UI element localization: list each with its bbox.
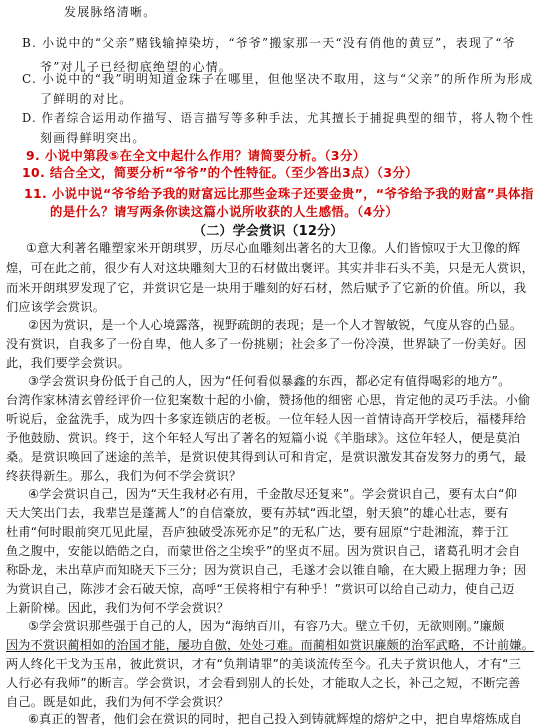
paragraph-line: 上新阶梯。因此，我们为何不学会赏识？ — [6, 601, 229, 615]
paragraph-line: 没有赏识，自我多了一份自卑，他人多了一份挑剔；社会多了一份冷漠，世界缺了一份美好。因 — [6, 337, 527, 351]
paragraph-line: ①意大利著名雕塑家米开朗琪罗，历尽心血雕刻出著名的大卫像。人们皆惊叹于大卫像的辉 — [26, 241, 521, 255]
option-d-line: D. 作者综合运用动作描写、语言描写等多种手法，尤其擅长于捕捉典型的细节，将人物个性 — [22, 111, 535, 125]
underlined-line: 因为不赏识蔺相如的治国才能，屡功自傲，处处刁难。而蔺相如赏识廉颇的治军武略，不计前嫌。 — [6, 638, 534, 652]
paragraph-line: 为赏识自己，陈涉才会石破天惊，高呼“王侯将相宁有种乎！”赏识可以给自己动力，使自己迈 — [6, 582, 515, 596]
paragraph-line: 天大笑出门去，我辈岂是蓬蒿人”的自信豪放，要有苏轼“西北望，射天狼”的雄心壮志，要有 — [6, 506, 509, 520]
question-11-line: 的是什么？请写两条你读这篇小说所收获的人生感悟。（4分） — [50, 204, 399, 219]
paragraph-line: 予他鼓励、赏识。终于，这个年轻人写出了著名的短篇小说《羊脂球》。这位年轻人，便是莫泊 — [6, 431, 521, 445]
option-c-line: C. 小说中的“我”明明知道金珠子在哪里，但他坚决不取用，这与“父亲”的所作所为形成 — [22, 72, 534, 86]
option-a-tail: 发展脉络清晰。 — [64, 5, 157, 19]
question-10: 10. 结合全文，简要分析“爷爷”的个性特征。（至少答出3点）（3分） — [22, 165, 418, 180]
paragraph-line: ②因为赏识，是一个人心境露落，视野疏朗的表现；是一个人才智敏锐，气度从容的凸显。 — [28, 318, 523, 332]
option-b-line: B. 小说中的“父亲”赌钱输掉染坊，“爷爷”搬家那一天“没有俏他的黄豆”，表现了“爷 — [22, 36, 516, 50]
section-title: （二）学会赏识（12分） — [193, 224, 344, 239]
paragraph-line: 鱼之腹中，安能以皓皓之白，而蒙世俗之尘埃乎”的坚贞不屈。因为赏识自己，诸葛孔明才会自 — [6, 544, 521, 558]
paragraph-line: ⑤学会赏识那些强于自己的人，因为“海纳百川，有容乃大。壁立千仞，无欲则刚。”廉颇 — [28, 619, 505, 633]
paragraph-line: 台湾作家林清玄曾经评价一位犯案数十起的小偷，赞扬他的细密 心思，肯定他的灵巧手法。小偷 — [6, 393, 531, 407]
paragraph-line: 杜甫“何时眼前突兀见此屋，吾庐独破受冻死亦足”的无私广达，要有屈原“宁赴湘流，葬于江 — [6, 525, 509, 539]
paragraph-line: ⑥真正的智者，他们会在赏识的同时，把自己投入到铸就辉煌的熔炉之中，把自卑熔炼成自 — [28, 712, 523, 726]
paragraph-line: ④学会赏识自己，因为“天生我材必有用，千金散尽还复来”。学会赏识自己，要有太白“仰 — [28, 487, 518, 501]
paragraph-line: 听说后，金盆洗手，成为四十多家连锁店的老板。一位年轻人因一首情诗高开学校后，福楼拜给 — [6, 412, 527, 426]
paragraph-line: 此，我们要学会赏识。 — [6, 356, 130, 370]
paragraph-line: ③学会赏识身份低于自己的人，因为“任何看似暴鑫的东西，都必定有值得喝彩的地方”。 — [28, 374, 511, 388]
paragraph-line: 们应该学会赏识。 — [6, 300, 106, 314]
paragraph-line: 称卧龙，未出草庐而知晓天下三分；因为赏识自己，毛遂才会以锥自喻，在大殿上据理力争；因 — [6, 563, 527, 577]
option-d-line: 刻画得鲜明突出。 — [40, 131, 146, 145]
option-c-line: 了鲜明的对比。 — [40, 92, 133, 106]
question-9: 9. 小说中第段⑤在全文中起什么作用？请简要分析。（3分） — [26, 148, 366, 163]
option-b-line: 爷”对儿子已经彻底绝望的心情。 — [40, 60, 233, 74]
paragraph-line: 两人终化干戈为玉帛，彼此赏识，才有“负荆请罪”的美谈流传至今。孔夫子赏识他人，才有“三 — [6, 657, 522, 671]
paragraph-line: 煌，可在此之前，很少有人对这块雕刻大卫的石材做出褒评。其实并非石头不美，只是无人赏识， — [6, 261, 534, 275]
paragraph-line: 桑。是赏识唤回了迷途的羔羊，是赏识使其得到认可和肯定，是赏识激发其奋发努力的勇气，最 — [6, 450, 527, 464]
paragraph-line: 而米开朗琪罗发现了它，并赏识它是一块用于雕刻的好石材，然后赋予了它新的价值。所以，我 — [6, 281, 527, 295]
paragraph-line: 自己。既是如此，我们为何不学会赏识？ — [6, 695, 229, 709]
question-11-line: 11. 小说中说“爷爷给予我的财富远比那些金珠子还要金贵”，“爷爷给予我的财富”具体指 — [24, 186, 534, 201]
paragraph-line: 人行必有我师”的断言。学会赏识，才会看到别人的长处，才能取人之长，补己之短，不断完善 — [6, 676, 521, 690]
paragraph-line: 终获得新生。那么，我们为何不学会赏识？ — [6, 469, 242, 483]
